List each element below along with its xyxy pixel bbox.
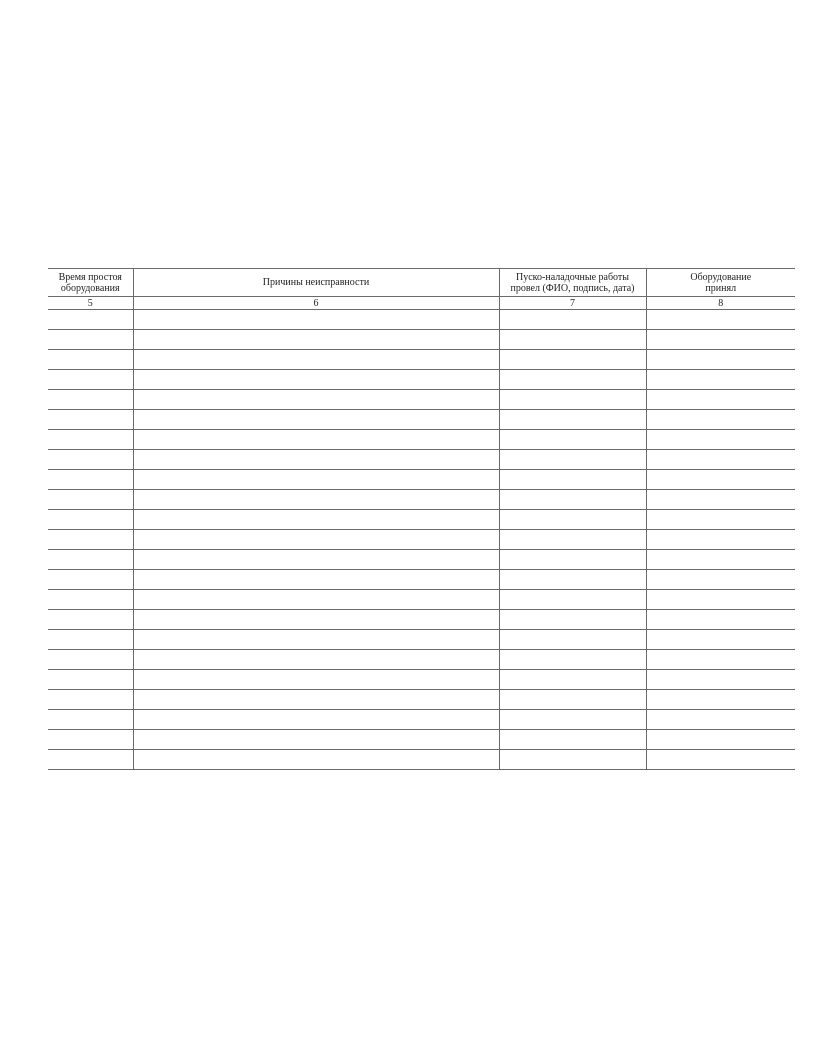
table-cell[interactable]	[48, 450, 133, 470]
table-row	[48, 390, 795, 410]
table-cell[interactable]	[499, 490, 646, 510]
table-cell[interactable]	[499, 330, 646, 350]
table-cell[interactable]	[48, 330, 133, 350]
table-row	[48, 430, 795, 450]
table-row	[48, 510, 795, 530]
table-cell[interactable]	[499, 730, 646, 750]
table-cell[interactable]	[48, 390, 133, 410]
table-cell[interactable]	[133, 390, 499, 410]
table-row	[48, 690, 795, 710]
table-row	[48, 330, 795, 350]
column-number-row	[48, 297, 795, 310]
table-row	[48, 550, 795, 570]
table-row	[48, 370, 795, 390]
table-row	[48, 490, 795, 510]
column-header-line: принял	[705, 282, 737, 294]
table-cell[interactable]	[646, 610, 795, 630]
table-cell[interactable]	[48, 750, 133, 770]
table-cell[interactable]	[499, 430, 646, 450]
column-number: 8	[646, 297, 795, 310]
table-cell[interactable]	[133, 590, 499, 610]
column-header-commissioning	[499, 269, 646, 297]
table-cell[interactable]	[133, 450, 499, 470]
table-cell[interactable]	[646, 330, 795, 350]
table-row	[48, 530, 795, 550]
table-row	[48, 470, 795, 490]
table-cell[interactable]	[133, 350, 499, 370]
table-cell[interactable]	[133, 750, 499, 770]
table-row	[48, 710, 795, 730]
table-cell[interactable]	[48, 610, 133, 630]
column-header-accepted	[646, 269, 795, 297]
column-header-line: оборудования	[60, 282, 120, 294]
table-cell[interactable]	[48, 690, 133, 710]
table-cell[interactable]	[646, 450, 795, 470]
table-cell[interactable]	[646, 490, 795, 510]
table-cell[interactable]	[646, 690, 795, 710]
table-cell[interactable]	[133, 370, 499, 390]
table-cell[interactable]	[48, 510, 133, 530]
table-row	[48, 730, 795, 750]
table-row	[48, 570, 795, 590]
table-cell[interactable]	[499, 410, 646, 430]
table-cell[interactable]	[133, 330, 499, 350]
table-cell[interactable]	[646, 390, 795, 410]
table-cell[interactable]	[499, 530, 646, 550]
table-cell[interactable]	[48, 430, 133, 450]
table-cell[interactable]	[48, 470, 133, 490]
table-cell[interactable]	[646, 590, 795, 610]
table-cell[interactable]	[133, 630, 499, 650]
equipment-downtime-table	[48, 268, 795, 770]
column-header-downtime	[48, 269, 133, 297]
column-number: 6	[133, 297, 499, 310]
table-cell[interactable]	[133, 310, 499, 330]
table-cell[interactable]	[499, 470, 646, 490]
table-cell[interactable]	[499, 570, 646, 590]
table-row	[48, 350, 795, 370]
table-cell[interactable]	[133, 530, 499, 550]
table-cell[interactable]	[499, 550, 646, 570]
table-cell[interactable]	[499, 650, 646, 670]
table-body	[48, 310, 795, 770]
column-header-line: Причины неисправности	[262, 277, 370, 288]
table-cell[interactable]	[499, 510, 646, 530]
table-cell[interactable]	[48, 310, 133, 330]
table-cell[interactable]	[646, 750, 795, 770]
table-cell[interactable]	[646, 670, 795, 690]
table-cell[interactable]	[133, 490, 499, 510]
column-number: 7	[499, 297, 646, 310]
table-row	[48, 590, 795, 610]
table-cell[interactable]	[646, 350, 795, 370]
table-cell[interactable]	[499, 310, 646, 330]
table-cell[interactable]	[48, 530, 133, 550]
table-row	[48, 450, 795, 470]
table-cell[interactable]	[499, 750, 646, 770]
table-cell[interactable]	[646, 410, 795, 430]
table-cell[interactable]	[646, 710, 795, 730]
table-cell[interactable]	[646, 510, 795, 530]
table-cell[interactable]	[133, 610, 499, 630]
table-cell[interactable]	[499, 670, 646, 690]
column-header-line: провел (ФИО, подпись, дата)	[510, 282, 635, 294]
table-cell[interactable]	[48, 410, 133, 430]
table-cell[interactable]	[48, 550, 133, 570]
table-cell[interactable]	[133, 710, 499, 730]
table-cell[interactable]	[133, 410, 499, 430]
table-row	[48, 410, 795, 430]
table-cell[interactable]	[48, 650, 133, 670]
table-cell[interactable]	[48, 370, 133, 390]
table-row	[48, 610, 795, 630]
table-cell[interactable]	[48, 670, 133, 690]
table-cell[interactable]	[646, 570, 795, 590]
table-cell[interactable]	[499, 590, 646, 610]
table-cell[interactable]	[133, 690, 499, 710]
table-row	[48, 650, 795, 670]
table-row	[48, 310, 795, 330]
column-header-line: Пуско-наладочные работы	[516, 271, 629, 283]
column-header-line: Время простоя	[58, 271, 122, 283]
table-cell[interactable]	[646, 530, 795, 550]
table-cell[interactable]	[133, 650, 499, 670]
table-cell[interactable]	[48, 730, 133, 750]
table-cell[interactable]	[646, 310, 795, 330]
table-cell[interactable]	[48, 630, 133, 650]
table-cell[interactable]	[646, 630, 795, 650]
column-number: 5	[48, 297, 133, 310]
table-cell[interactable]	[499, 710, 646, 730]
table-cell[interactable]	[499, 610, 646, 630]
table-cell[interactable]	[499, 630, 646, 650]
table-cell[interactable]	[499, 690, 646, 710]
table-cell[interactable]	[646, 550, 795, 570]
table-cell[interactable]	[133, 470, 499, 490]
table-cell[interactable]	[646, 470, 795, 490]
table-cell[interactable]	[499, 390, 646, 410]
table-cell[interactable]	[646, 430, 795, 450]
table-cell[interactable]	[48, 350, 133, 370]
table-cell[interactable]	[48, 570, 133, 590]
table-cell[interactable]	[133, 570, 499, 590]
table-cell[interactable]	[499, 450, 646, 470]
table-cell[interactable]	[133, 550, 499, 570]
table-row	[48, 670, 795, 690]
table-row	[48, 750, 795, 770]
table-cell[interactable]	[646, 370, 795, 390]
column-header-line: Оборудование	[690, 271, 752, 283]
table-cell[interactable]	[499, 370, 646, 390]
table-cell[interactable]	[48, 590, 133, 610]
table-cell[interactable]	[646, 650, 795, 670]
table-cell[interactable]	[48, 490, 133, 510]
table-row	[48, 630, 795, 650]
table-cell[interactable]	[133, 730, 499, 750]
table-cell[interactable]	[133, 430, 499, 450]
column-header-fault-causes	[133, 269, 499, 297]
table-cell[interactable]	[48, 710, 133, 730]
table-cell[interactable]	[133, 510, 499, 530]
table-cell[interactable]	[646, 730, 795, 750]
table-cell[interactable]	[133, 670, 499, 690]
table-cell[interactable]	[499, 350, 646, 370]
table-header-row	[48, 269, 795, 297]
